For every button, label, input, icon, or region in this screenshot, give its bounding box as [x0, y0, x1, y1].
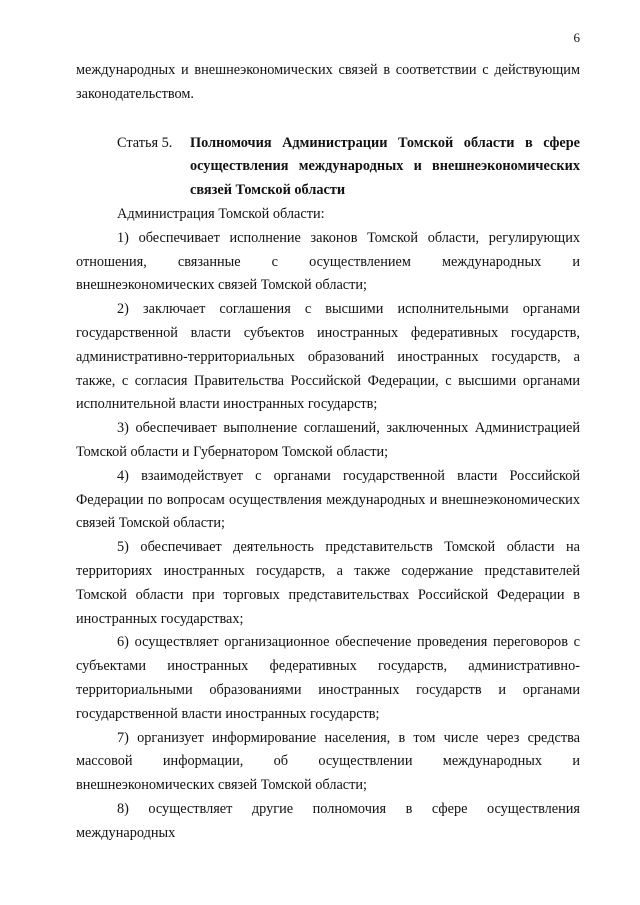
page-number: 6 [573, 30, 580, 45]
list-item-6: 6) осуществляет организационное обеспечение проведения переговоров с субъектами иностранных федеративных государств, административно-территориальными образованиями иностранных государств и органами государственной власти иностранных государств; [76, 634, 580, 722]
lead-paragraph: Администрация Томской области: [117, 205, 325, 222]
article-label: Статья 5. [117, 134, 173, 151]
document-body [76, 59, 580, 846]
list-item-1: 1) обеспечивает исполнение законов Томской области, регулирующих отношения, связанные с осуществлением международных и внешнеэкономических связей Томской области; [76, 229, 580, 294]
list-item-4: 4) взаимодействует с органами государственной власти Российской Федерации по вопросам осуществления международных и внешнеэкономических связей Томской области; [76, 467, 580, 532]
article-title: Полномочия Администрации Томской области в сфере осуществления международных и внешнеэкономических связей Томской области [190, 134, 580, 199]
list-item-8: 8) осуществляет другие полномочия в сфере осуществления международных [76, 800, 580, 841]
list-item-5: 5) обеспечивает деятельность представительств Томской области на территориях иностранных государств, а также содержание представителей Томской области при торговых представительствах Российской Федерации в иностранных государствах; [76, 539, 580, 627]
list-item-7: 7) организует информирование населения, в том числе через средства массовой информации, об осуществлении международных и внешнеэкономических связей Томской области; [76, 729, 580, 794]
intro-continuation: международных и внешнеэкономических связей в соответствии с действующим законодательством. [76, 62, 580, 102]
list-item-3: 3) обеспечивает выполнение соглашений, заключенных Администрацией Томской области и Губернатором Томской области; [76, 420, 580, 460]
article-heading [117, 132, 580, 203]
list-item-2: 2) заключает соглашения с высшими исполнительными органами государственной власти субъектов иностранных федеративных государств, административно-территориальных образований иностранных государств, а также, с согласия Правительства Российской Федерации, с высшими органами исполнительной власти иностранных государств; [76, 301, 580, 413]
